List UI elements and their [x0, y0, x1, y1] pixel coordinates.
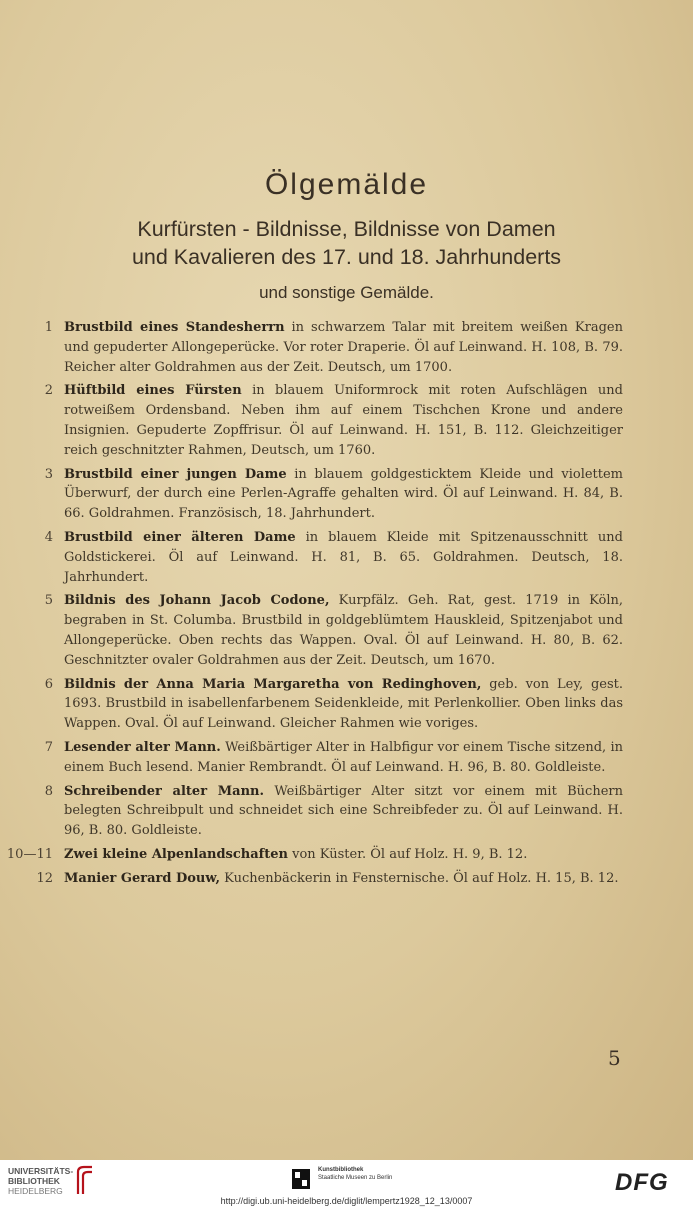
catalog-entries: [0, 318, 693, 893]
catalog-entry: [44, 782, 623, 841]
entry-heading: Brustbild einer älteren Dame: [64, 529, 296, 545]
kunstbibliothek-line-1: Kunstbibliothek: [318, 1167, 364, 1173]
catalog-entry: [44, 738, 623, 778]
university-line-3: HEIDELBERG: [8, 1186, 63, 1196]
entry-number: 6: [44, 676, 53, 692]
entry-heading: Bildnis der Anna Maria Margaretha von Redinghoven,: [64, 676, 482, 692]
catalog-entry: [44, 675, 623, 734]
subtitle-line-1: Kurfürsten - Bildnisse, Bildnisse von Damen: [137, 217, 556, 241]
catalog-entry: [44, 465, 624, 524]
catalog-entry: [6, 845, 623, 865]
university-library-logo-icon[interactable]: [74, 1164, 96, 1196]
subtitle: [0, 215, 693, 271]
catalog-entry: [44, 591, 624, 670]
entry-heading: Brustbild einer jungen Dame: [64, 466, 287, 482]
viewer-footer: [0, 1160, 693, 1209]
entry-number: 7: [44, 739, 53, 755]
entry-number: 12: [36, 870, 53, 886]
entry-heading: Brustbild eines Standesherrn: [64, 320, 285, 335]
entry-heading: Hüftbild eines Fürsten: [64, 383, 242, 399]
entry-number: 10—11: [6, 846, 53, 862]
entry-heading: Zwei kleine Alpenlandschaften: [64, 846, 288, 862]
entry-number: 8: [44, 783, 53, 799]
catalog-entry: [44, 528, 623, 587]
entry-text: in blauem Uniformrock mit roten Aufschlägen und rotweißem Ordensband. Neben ihm auf einem Tischchen Krone und andere Insignien. Gepuderte Zopffrisur. Öl auf Leinwand. H. 151, B. 112. Gleichzeitiger reich geschnitzter Rahmen, Deutsch, um 1760.: [64, 383, 623, 458]
kunstbibliothek-line-2: Staatliche Museen zu Berlin: [318, 1175, 393, 1181]
page-number: 5: [608, 1046, 621, 1070]
university-library-label[interactable]: [8, 1166, 73, 1196]
entry-text: von Küster. Öl auf Holz. H. 9, B. 12.: [288, 846, 528, 862]
entry-text: Kuchenbäckerin in Fensternische. Öl auf Holz. H. 15, B. 12.: [220, 870, 619, 886]
entry-number: 1: [44, 320, 53, 335]
kunstbibliothek-logo-icon[interactable]: [292, 1169, 310, 1189]
permalink-url[interactable]: http://digi.ub.uni-heidelberg.de/diglit/lempertz1928_12_13/0007: [220, 1196, 473, 1206]
entry-text: in schwarzem Talar mit breitem weißen Kragen und gepuderter Allongeperücke. Vor roter Draperie. Öl auf Leinwand. H. 108, B. 79. Reicher alter Goldrahmen aus der Zeit. Deutsch, um 1700.: [64, 320, 623, 375]
catalog-entry: [44, 318, 623, 377]
entry-text: Weißbärtiger Alter sitzt vor einem mit Büchern belegten Schreibpult und schneidet sich eine Schreibfeder zu. Öl auf Leinwand. H. 96, B. 80. Goldleiste.: [64, 783, 623, 839]
entry-number: 4: [44, 529, 53, 545]
entry-text: Weißbärtiger Alter in Halbfigur vor einem Tische sitzend, in einem Buch lesend. Manier Rembrandt. Öl auf Leinwand. H. 96, B. 80. Goldleiste.: [64, 739, 623, 775]
entry-text: in blauem goldgesticktem Kleide und violettem Überwurf, der durch eine Perlen-Agraffe gehalten wird. Öl auf Leinwand. H. 84, B. 66. Goldrahmen. Französisch, 18. Jahrhundert.: [64, 466, 624, 522]
entry-text: Kurpfälz. Geh. Rat, gest. 1719 in Köln, begraben in St. Columba. Brustbild in goldgeblümtem Hauskleid, Spitzenjabot und Allongeperücke. Oben rechts das Wappen. Oval. Öl auf Leinwand. H. 80, B. 62. Geschnitzter ovaler Goldrahmen aus der Zeit. Deutsch, um 1670.: [64, 593, 624, 668]
catalog-entry: [44, 381, 623, 460]
entry-heading: Schreibender alter Mann.: [64, 783, 264, 799]
dfg-logo[interactable]: DFG: [615, 1169, 669, 1196]
entry-heading: Bildnis des Johann Jacob Codone,: [64, 593, 330, 609]
entry-heading: Manier Gerard Douw,: [64, 870, 221, 886]
entry-heading: Lesender alter Mann.: [64, 739, 221, 755]
university-line-2: BIBLIOTHEK: [8, 1176, 60, 1186]
entry-number: 5: [44, 593, 53, 609]
entry-text: geb. von Ley, gest. 1693. Brustbild in isabellenfarbenem Seidenkleide, mit Perlenkollier. Oben links das Wappen. Oval. Öl auf Leinwand. Gleicher Rahmen wie voriges.: [64, 676, 623, 732]
subtitle-line-2: und Kavalieren des 17. und 18. Jahrhunderts: [131, 245, 562, 269]
entry-text: in blauem Kleide mit Spitzenausschnitt und Goldstickerei. Öl auf Leinwand. H. 81, B. 65. Goldrahmen. Deutsch, 18. Jahrhundert.: [64, 529, 623, 585]
catalog-entry: [36, 869, 623, 889]
entry-number: 2: [44, 383, 53, 399]
subtitle-line-3: und sonstige Gemälde.: [259, 283, 434, 302]
page-title: Ölgemälde: [264, 168, 429, 201]
kunstbibliothek-label[interactable]: [318, 1166, 392, 1182]
entry-number: 3: [44, 466, 53, 482]
university-line-1: UNIVERSITÄTS-: [8, 1166, 74, 1176]
